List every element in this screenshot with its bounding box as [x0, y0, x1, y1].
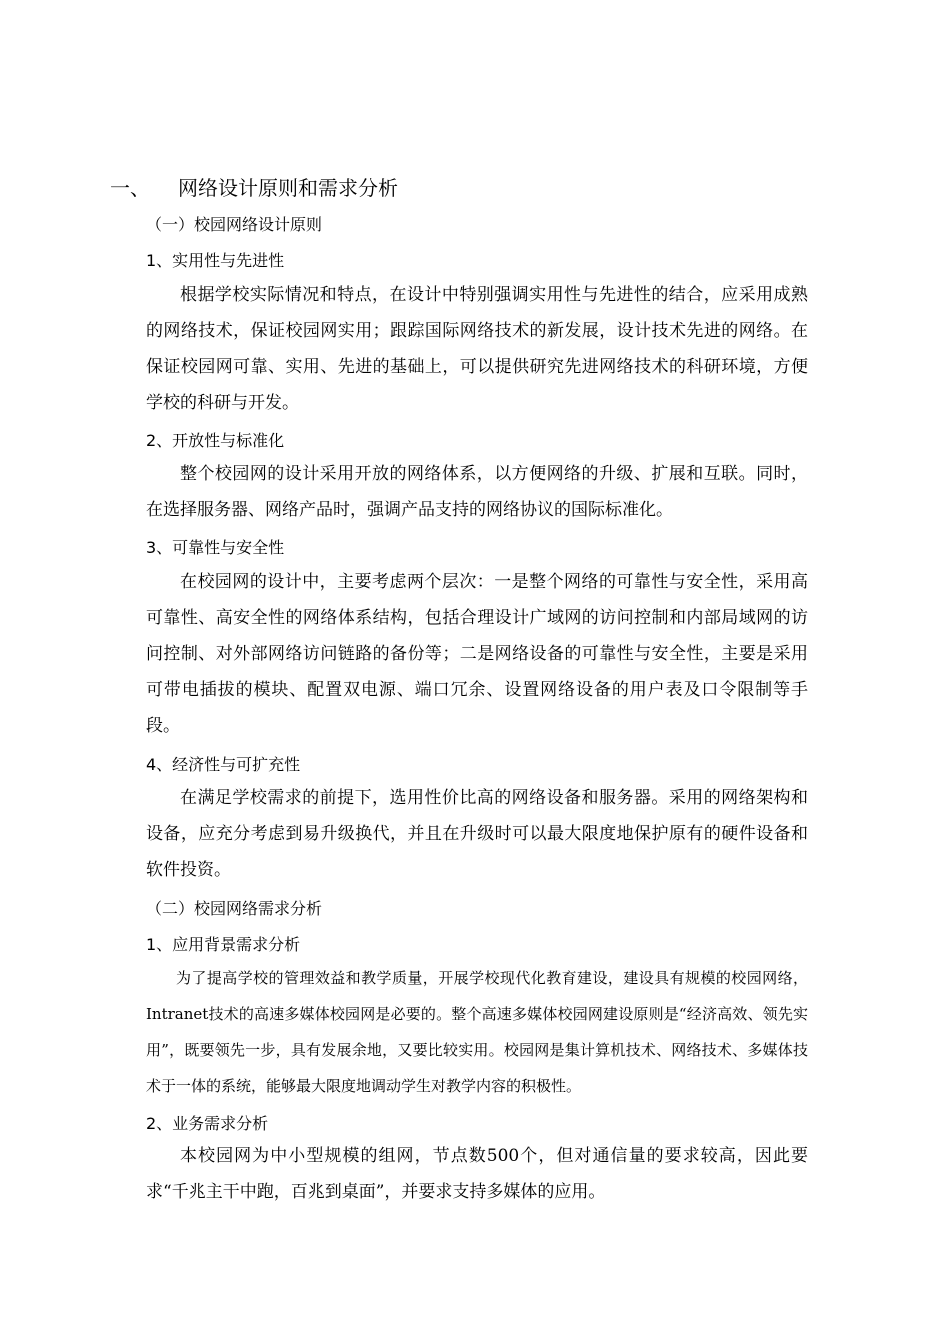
paragraph-2-2: 本校园网为中小型规模的组网，节点数500个，但对通信量的要求较高，因此要求“千兆主干中跑，百兆到桌面”，并要求支持多媒体的应用。 — [146, 1146, 808, 1202]
paragraph-1-1: 根据学校实际情况和特点，在设计中特别强调实用性与先进性的结合，应采用成熟的网络技术，保证校园网实用；跟踪国际网络技术的新发展，设计技术先进的网络。在保证校园网可靠、实用、先进的基础上，可以提供研究先进网络技术的科研环境，方便学校的科研与开发。 — [146, 285, 808, 413]
subsection-heading-1-4: 4、经济性与可扩充性 — [146, 755, 301, 774]
subsection-heading-2-2: 2、业务需求分析 — [146, 1114, 269, 1133]
paragraph-1-3: 在校园网的设计中，主要考虑两个层次：一是整个网络的可靠性与安全性，采用高可靠性、高安全性的网络体系结构，包括合理设计广域网的访问控制和内部局域网的访问控制、对外部网络访问链路的备份等；二是网络设备的可靠性与安全性，主要是采用可带电插拔的模块、配置双电源、端口冗余、设置网络设备的用户表及口令限制等手段。 — [146, 572, 808, 736]
paragraph-1-4: 在满足学校需求的前提下，选用性价比高的网络设备和服务器。采用的网络架构和设备，应充分考虑到易升级换代，并且在升级时可以最大限度地保护原有的硬件设备和软件投资。 — [146, 788, 808, 880]
subsection-heading-1-1: 1、实用性与先进性 — [146, 251, 285, 270]
section-heading-1: （一）校园网络设计原则 — [146, 215, 323, 234]
chapter-title-text: 网络设计原则和需求分析 — [178, 176, 398, 200]
section-heading-2: （二）校园网络需求分析 — [146, 899, 323, 918]
subsection-heading-2-1: 1、应用背景需求分析 — [146, 935, 301, 954]
paragraph-2-1: 为了提高学校的管理效益和教学质量，开展学校现代化教育建设，建设具有规模的校园网络，Intranet技术的高速多媒体校园网是必要的。整个高速多媒体校园网建设原则是“经济高效、领先实用”，既要领先一步，具有发展余地，又要比较实用。校园网是集计算机技术、网络技术、多媒体技术于一体的系统，能够最大限度地调动学生对教学内容的积极性。 — [146, 969, 808, 1095]
chapter-number: 一、 — [110, 176, 150, 200]
subsection-heading-1-2: 2、开放性与标准化 — [146, 431, 285, 450]
paragraph-1-2: 整个校园网的设计采用开放的网络体系，以方便网络的升级、扩展和互联。同时，在选择服务器、网络产品时，强调产品支持的网络协议的国际标准化。 — [146, 464, 808, 520]
subsection-heading-1-3: 3、可靠性与安全性 — [146, 538, 285, 557]
chapter-title — [110, 172, 398, 201]
